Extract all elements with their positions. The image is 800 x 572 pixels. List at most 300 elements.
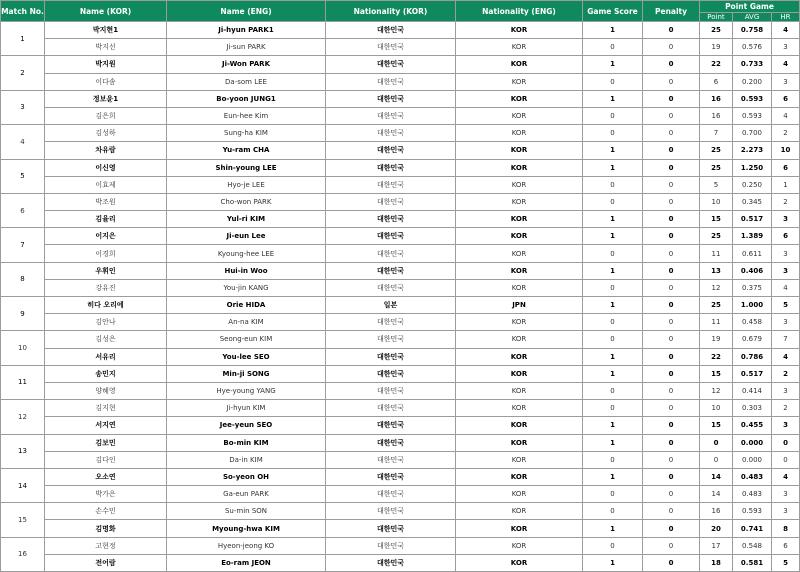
cell-game-score: 0 [583, 245, 643, 262]
cell-match-no: 14 [1, 468, 45, 502]
table-row [1, 554, 800, 571]
cell-name-kor: 박가은 [45, 486, 167, 503]
cell-hr: 2 [772, 400, 800, 417]
header-point-game: Point Game [700, 1, 800, 13]
cell-game-score: 0 [583, 107, 643, 124]
cell-nationality-kor: 대한민국 [326, 382, 456, 399]
cell-point: 12 [700, 279, 733, 296]
cell-name-kor: 김성은 [45, 331, 167, 348]
cell-penalty: 0 [643, 297, 700, 314]
cell-hr: 3 [772, 73, 800, 90]
cell-nationality-kor: 대한민국 [326, 365, 456, 382]
header-hr: HR [772, 13, 800, 22]
cell-point: 6 [700, 73, 733, 90]
cell-avg: 0.000 [733, 434, 772, 451]
cell-nationality-eng: KOR [456, 39, 583, 56]
cell-nationality-kor: 일본 [326, 297, 456, 314]
cell-penalty: 0 [643, 417, 700, 434]
cell-nationality-kor: 대한민국 [326, 279, 456, 296]
table-header [1, 1, 800, 22]
cell-game-score: 1 [583, 142, 643, 159]
cell-game-score: 0 [583, 382, 643, 399]
cell-avg: 0.611 [733, 245, 772, 262]
cell-nationality-kor: 대한민국 [326, 56, 456, 73]
cell-name-eng: Min-ji SONG [167, 365, 326, 382]
table-row [1, 520, 800, 537]
cell-name-kor: 박조원 [45, 193, 167, 210]
cell-avg: 0.200 [733, 73, 772, 90]
cell-penalty: 0 [643, 22, 700, 39]
cell-avg: 0.483 [733, 468, 772, 485]
cell-hr: 0 [772, 451, 800, 468]
cell-avg: 0.593 [733, 90, 772, 107]
cell-nationality-kor: 대한민국 [326, 159, 456, 176]
cell-name-eng: Ji-sun PARK [167, 39, 326, 56]
cell-penalty: 0 [643, 314, 700, 331]
cell-nationality-kor: 대한민국 [326, 125, 456, 142]
cell-nationality-kor: 대한민국 [326, 107, 456, 124]
cell-nationality-eng: KOR [456, 90, 583, 107]
header-match-no: Match No. [1, 1, 45, 22]
cell-penalty: 0 [643, 262, 700, 279]
cell-game-score: 1 [583, 468, 643, 485]
cell-penalty: 0 [643, 468, 700, 485]
cell-avg: 0.679 [733, 331, 772, 348]
cell-name-eng: Orie HIDA [167, 297, 326, 314]
table-row [1, 56, 800, 73]
cell-game-score: 1 [583, 262, 643, 279]
cell-nationality-eng: KOR [456, 56, 583, 73]
cell-avg: 0.345 [733, 193, 772, 210]
cell-hr: 2 [772, 365, 800, 382]
cell-penalty: 0 [643, 245, 700, 262]
cell-avg: 0.303 [733, 400, 772, 417]
cell-nationality-eng: KOR [456, 365, 583, 382]
cell-nationality-eng: KOR [456, 228, 583, 245]
cell-penalty: 0 [643, 382, 700, 399]
cell-penalty: 0 [643, 39, 700, 56]
cell-name-kor: 박지선 [45, 39, 167, 56]
cell-nationality-kor: 대한민국 [326, 245, 456, 262]
cell-penalty: 0 [643, 228, 700, 245]
cell-hr: 4 [772, 56, 800, 73]
cell-nationality-kor: 대한민국 [326, 537, 456, 554]
cell-match-no: 15 [1, 503, 45, 537]
table-row [1, 417, 800, 434]
cell-avg: 1.000 [733, 297, 772, 314]
cell-avg: 0.700 [733, 125, 772, 142]
cell-name-kor: 김명화 [45, 520, 167, 537]
cell-point: 25 [700, 228, 733, 245]
cell-point: 11 [700, 314, 733, 331]
cell-nationality-kor: 대한민국 [326, 176, 456, 193]
cell-nationality-eng: KOR [456, 176, 583, 193]
table-row [1, 382, 800, 399]
cell-name-kor: 차유람 [45, 142, 167, 159]
table-row [1, 400, 800, 417]
cell-point: 10 [700, 400, 733, 417]
cell-nationality-eng: KOR [456, 434, 583, 451]
cell-penalty: 0 [643, 159, 700, 176]
cell-avg: 0.000 [733, 451, 772, 468]
cell-nationality-kor: 대한민국 [326, 520, 456, 537]
cell-game-score: 1 [583, 348, 643, 365]
cell-point: 15 [700, 365, 733, 382]
cell-nationality-eng: KOR [456, 107, 583, 124]
cell-name-eng: Seong-eun KIM [167, 331, 326, 348]
cell-name-eng: Da-som LEE [167, 73, 326, 90]
cell-hr: 4 [772, 468, 800, 485]
table-row [1, 107, 800, 124]
cell-penalty: 0 [643, 434, 700, 451]
cell-nationality-eng: KOR [456, 417, 583, 434]
cell-game-score: 0 [583, 73, 643, 90]
header-name-kor: Name (KOR) [45, 1, 167, 22]
table-row [1, 39, 800, 56]
cell-point: 20 [700, 520, 733, 537]
cell-nationality-eng: KOR [456, 382, 583, 399]
cell-avg: 0.593 [733, 107, 772, 124]
cell-hr: 5 [772, 554, 800, 571]
cell-name-eng: An-na KIM [167, 314, 326, 331]
cell-nationality-eng: KOR [456, 125, 583, 142]
cell-name-eng: Su-min SON [167, 503, 326, 520]
cell-nationality-eng: JPN [456, 297, 583, 314]
cell-nationality-eng: KOR [456, 537, 583, 554]
cell-penalty: 0 [643, 503, 700, 520]
cell-match-no: 13 [1, 434, 45, 468]
cell-point: 15 [700, 417, 733, 434]
cell-point: 17 [700, 537, 733, 554]
cell-hr: 10 [772, 142, 800, 159]
cell-game-score: 0 [583, 193, 643, 210]
cell-hr: 8 [772, 520, 800, 537]
cell-nationality-kor: 대한민국 [326, 331, 456, 348]
cell-hr: 2 [772, 193, 800, 210]
cell-match-no: 5 [1, 159, 45, 193]
table-row [1, 451, 800, 468]
cell-nationality-eng: KOR [456, 400, 583, 417]
cell-penalty: 0 [643, 279, 700, 296]
cell-penalty: 0 [643, 365, 700, 382]
cell-game-score: 0 [583, 331, 643, 348]
cell-nationality-eng: KOR [456, 22, 583, 39]
cell-point: 18 [700, 554, 733, 571]
table-body [1, 22, 800, 572]
cell-avg: 0.455 [733, 417, 772, 434]
cell-game-score: 1 [583, 56, 643, 73]
cell-name-eng: Hui-in Woo [167, 262, 326, 279]
header-penalty: Penalty [643, 1, 700, 22]
cell-game-score: 1 [583, 554, 643, 571]
cell-name-eng: Cho-won PARK [167, 193, 326, 210]
cell-match-no: 6 [1, 193, 45, 227]
cell-nationality-eng: KOR [456, 348, 583, 365]
cell-game-score: 1 [583, 417, 643, 434]
cell-avg: 0.406 [733, 262, 772, 279]
table-row [1, 73, 800, 90]
cell-hr: 4 [772, 22, 800, 39]
cell-point: 19 [700, 39, 733, 56]
cell-name-eng: Yu-ram CHA [167, 142, 326, 159]
cell-name-kor: 김은희 [45, 107, 167, 124]
cell-name-kor: 김다인 [45, 451, 167, 468]
cell-point: 25 [700, 159, 733, 176]
cell-nationality-kor: 대한민국 [326, 503, 456, 520]
cell-game-score: 0 [583, 314, 643, 331]
table-row [1, 159, 800, 176]
cell-match-no: 10 [1, 331, 45, 365]
cell-avg: 0.733 [733, 56, 772, 73]
cell-penalty: 0 [643, 520, 700, 537]
table-row [1, 331, 800, 348]
cell-hr: 3 [772, 382, 800, 399]
cell-point: 22 [700, 348, 733, 365]
cell-point: 11 [700, 245, 733, 262]
cell-nationality-kor: 대한민국 [326, 228, 456, 245]
table-row [1, 348, 800, 365]
cell-avg: 0.458 [733, 314, 772, 331]
table-row [1, 211, 800, 228]
cell-game-score: 0 [583, 503, 643, 520]
cell-game-score: 0 [583, 451, 643, 468]
cell-point: 16 [700, 503, 733, 520]
cell-avg: 1.250 [733, 159, 772, 176]
cell-point: 12 [700, 382, 733, 399]
cell-point: 22 [700, 56, 733, 73]
cell-point: 16 [700, 90, 733, 107]
header-name-eng: Name (ENG) [167, 1, 326, 22]
cell-name-kor: 전어람 [45, 554, 167, 571]
cell-nationality-kor: 대한민국 [326, 468, 456, 485]
table-row [1, 365, 800, 382]
cell-avg: 0.375 [733, 279, 772, 296]
cell-nationality-eng: KOR [456, 468, 583, 485]
table-row [1, 228, 800, 245]
cell-nationality-eng: KOR [456, 451, 583, 468]
cell-nationality-eng: KOR [456, 279, 583, 296]
cell-game-score: 0 [583, 125, 643, 142]
cell-hr: 6 [772, 90, 800, 107]
cell-name-kor: 이경희 [45, 245, 167, 262]
cell-name-eng: Ji-hyun KIM [167, 400, 326, 417]
cell-name-eng: Sung-ha KIM [167, 125, 326, 142]
cell-hr: 3 [772, 503, 800, 520]
cell-nationality-kor: 대한민국 [326, 262, 456, 279]
cell-hr: 3 [772, 486, 800, 503]
cell-nationality-kor: 대한민국 [326, 73, 456, 90]
table-row [1, 314, 800, 331]
cell-point: 0 [700, 434, 733, 451]
cell-name-kor: 강유진 [45, 279, 167, 296]
cell-nationality-kor: 대한민국 [326, 22, 456, 39]
cell-point: 15 [700, 211, 733, 228]
cell-avg: 0.741 [733, 520, 772, 537]
cell-name-kor: 정보윤1 [45, 90, 167, 107]
cell-nationality-kor: 대한민국 [326, 211, 456, 228]
cell-penalty: 0 [643, 56, 700, 73]
cell-point: 13 [700, 262, 733, 279]
cell-game-score: 1 [583, 211, 643, 228]
cell-avg: 0.517 [733, 211, 772, 228]
cell-hr: 3 [772, 39, 800, 56]
cell-name-eng: Ji-hyun PARK1 [167, 22, 326, 39]
cell-avg: 0.548 [733, 537, 772, 554]
cell-game-score: 1 [583, 159, 643, 176]
cell-name-eng: Eo-ram JEON [167, 554, 326, 571]
cell-game-score: 1 [583, 520, 643, 537]
cell-nationality-kor: 대한민국 [326, 451, 456, 468]
cell-penalty: 0 [643, 176, 700, 193]
cell-nationality-eng: KOR [456, 73, 583, 90]
table-row [1, 193, 800, 210]
cell-name-kor: 이지은 [45, 228, 167, 245]
table-row [1, 537, 800, 554]
cell-hr: 6 [772, 537, 800, 554]
cell-name-kor: 김율리 [45, 211, 167, 228]
cell-hr: 4 [772, 107, 800, 124]
table-row [1, 434, 800, 451]
cell-match-no: 11 [1, 365, 45, 399]
cell-avg: 1.389 [733, 228, 772, 245]
cell-name-eng: Ga-eun PARK [167, 486, 326, 503]
table-row [1, 486, 800, 503]
cell-name-eng: Eun-hee Kim [167, 107, 326, 124]
cell-avg: 0.786 [733, 348, 772, 365]
cell-name-kor: 김지현 [45, 400, 167, 417]
cell-hr: 3 [772, 314, 800, 331]
cell-avg: 0.576 [733, 39, 772, 56]
cell-name-eng: Da-in KIM [167, 451, 326, 468]
cell-penalty: 0 [643, 125, 700, 142]
cell-name-eng: Myoung-hwa KIM [167, 520, 326, 537]
cell-nationality-kor: 대한민국 [326, 142, 456, 159]
cell-penalty: 0 [643, 331, 700, 348]
cell-nationality-kor: 대한민국 [326, 400, 456, 417]
table-row [1, 90, 800, 107]
cell-nationality-kor: 대한민국 [326, 193, 456, 210]
cell-point: 10 [700, 193, 733, 210]
cell-name-kor: 손수민 [45, 503, 167, 520]
cell-match-no: 2 [1, 56, 45, 90]
cell-name-eng: Hyeon-jeong KO [167, 537, 326, 554]
cell-hr: 2 [772, 125, 800, 142]
cell-match-no: 1 [1, 22, 45, 56]
cell-game-score: 1 [583, 434, 643, 451]
cell-name-eng: Jee-yeun SEO [167, 417, 326, 434]
cell-game-score: 0 [583, 400, 643, 417]
cell-name-kor: 히다 오리에 [45, 297, 167, 314]
cell-match-no: 3 [1, 90, 45, 124]
cell-hr: 6 [772, 228, 800, 245]
cell-game-score: 0 [583, 176, 643, 193]
cell-nationality-eng: KOR [456, 245, 583, 262]
cell-match-no: 7 [1, 228, 45, 262]
cell-hr: 4 [772, 279, 800, 296]
cell-name-eng: Hyo-je LEE [167, 176, 326, 193]
table-row [1, 468, 800, 485]
cell-penalty: 0 [643, 90, 700, 107]
cell-hr: 3 [772, 211, 800, 228]
table-row [1, 262, 800, 279]
cell-game-score: 0 [583, 279, 643, 296]
cell-game-score: 1 [583, 228, 643, 245]
cell-penalty: 0 [643, 486, 700, 503]
header-nationality-eng: Nationality (ENG) [456, 1, 583, 22]
header-game-score: Game Score [583, 1, 643, 22]
cell-game-score: 1 [583, 22, 643, 39]
cell-hr: 3 [772, 262, 800, 279]
cell-nationality-eng: KOR [456, 142, 583, 159]
cell-nationality-kor: 대한민국 [326, 90, 456, 107]
cell-avg: 2.273 [733, 142, 772, 159]
cell-name-kor: 오소연 [45, 468, 167, 485]
cell-point: 19 [700, 331, 733, 348]
cell-nationality-kor: 대한민국 [326, 314, 456, 331]
cell-point: 14 [700, 468, 733, 485]
table-row [1, 297, 800, 314]
cell-name-eng: Hye-young YANG [167, 382, 326, 399]
cell-name-eng: So-yeon OH [167, 468, 326, 485]
cell-point: 16 [700, 107, 733, 124]
cell-nationality-eng: KOR [456, 314, 583, 331]
cell-nationality-kor: 대한민국 [326, 417, 456, 434]
table-row [1, 125, 800, 142]
cell-nationality-kor: 대한민국 [326, 554, 456, 571]
cell-avg: 0.758 [733, 22, 772, 39]
cell-name-eng: Bo-yoon JUNG1 [167, 90, 326, 107]
cell-name-kor: 박지원 [45, 56, 167, 73]
cell-game-score: 0 [583, 486, 643, 503]
cell-name-eng: Shin-young LEE [167, 159, 326, 176]
cell-nationality-kor: 대한민국 [326, 486, 456, 503]
cell-hr: 0 [772, 434, 800, 451]
cell-name-eng: Ji-eun Lee [167, 228, 326, 245]
cell-point: 25 [700, 297, 733, 314]
table-row [1, 503, 800, 520]
cell-name-eng: Kyoung-hee LEE [167, 245, 326, 262]
cell-penalty: 0 [643, 348, 700, 365]
header-nationality-kor: Nationality (KOR) [326, 1, 456, 22]
cell-penalty: 0 [643, 451, 700, 468]
cell-point: 14 [700, 486, 733, 503]
cell-name-eng: You-lee SEO [167, 348, 326, 365]
cell-avg: 0.517 [733, 365, 772, 382]
cell-game-score: 0 [583, 537, 643, 554]
cell-name-kor: 김성하 [45, 125, 167, 142]
cell-name-kor: 서유리 [45, 348, 167, 365]
cell-match-no: 8 [1, 262, 45, 296]
cell-name-eng: Ji-Won PARK [167, 56, 326, 73]
cell-penalty: 0 [643, 211, 700, 228]
cell-name-eng: Yul-ri KIM [167, 211, 326, 228]
cell-name-kor: 박지현1 [45, 22, 167, 39]
cell-nationality-eng: KOR [456, 331, 583, 348]
cell-nationality-kor: 대한민국 [326, 348, 456, 365]
cell-point: 5 [700, 176, 733, 193]
cell-hr: 6 [772, 159, 800, 176]
cell-match-no: 4 [1, 125, 45, 159]
cell-nationality-eng: KOR [456, 503, 583, 520]
cell-nationality-eng: KOR [456, 193, 583, 210]
cell-penalty: 0 [643, 107, 700, 124]
table-row [1, 279, 800, 296]
cell-nationality-eng: KOR [456, 554, 583, 571]
cell-avg: 0.581 [733, 554, 772, 571]
cell-name-kor: 이효제 [45, 176, 167, 193]
table-row [1, 22, 800, 39]
cell-nationality-kor: 대한민국 [326, 39, 456, 56]
